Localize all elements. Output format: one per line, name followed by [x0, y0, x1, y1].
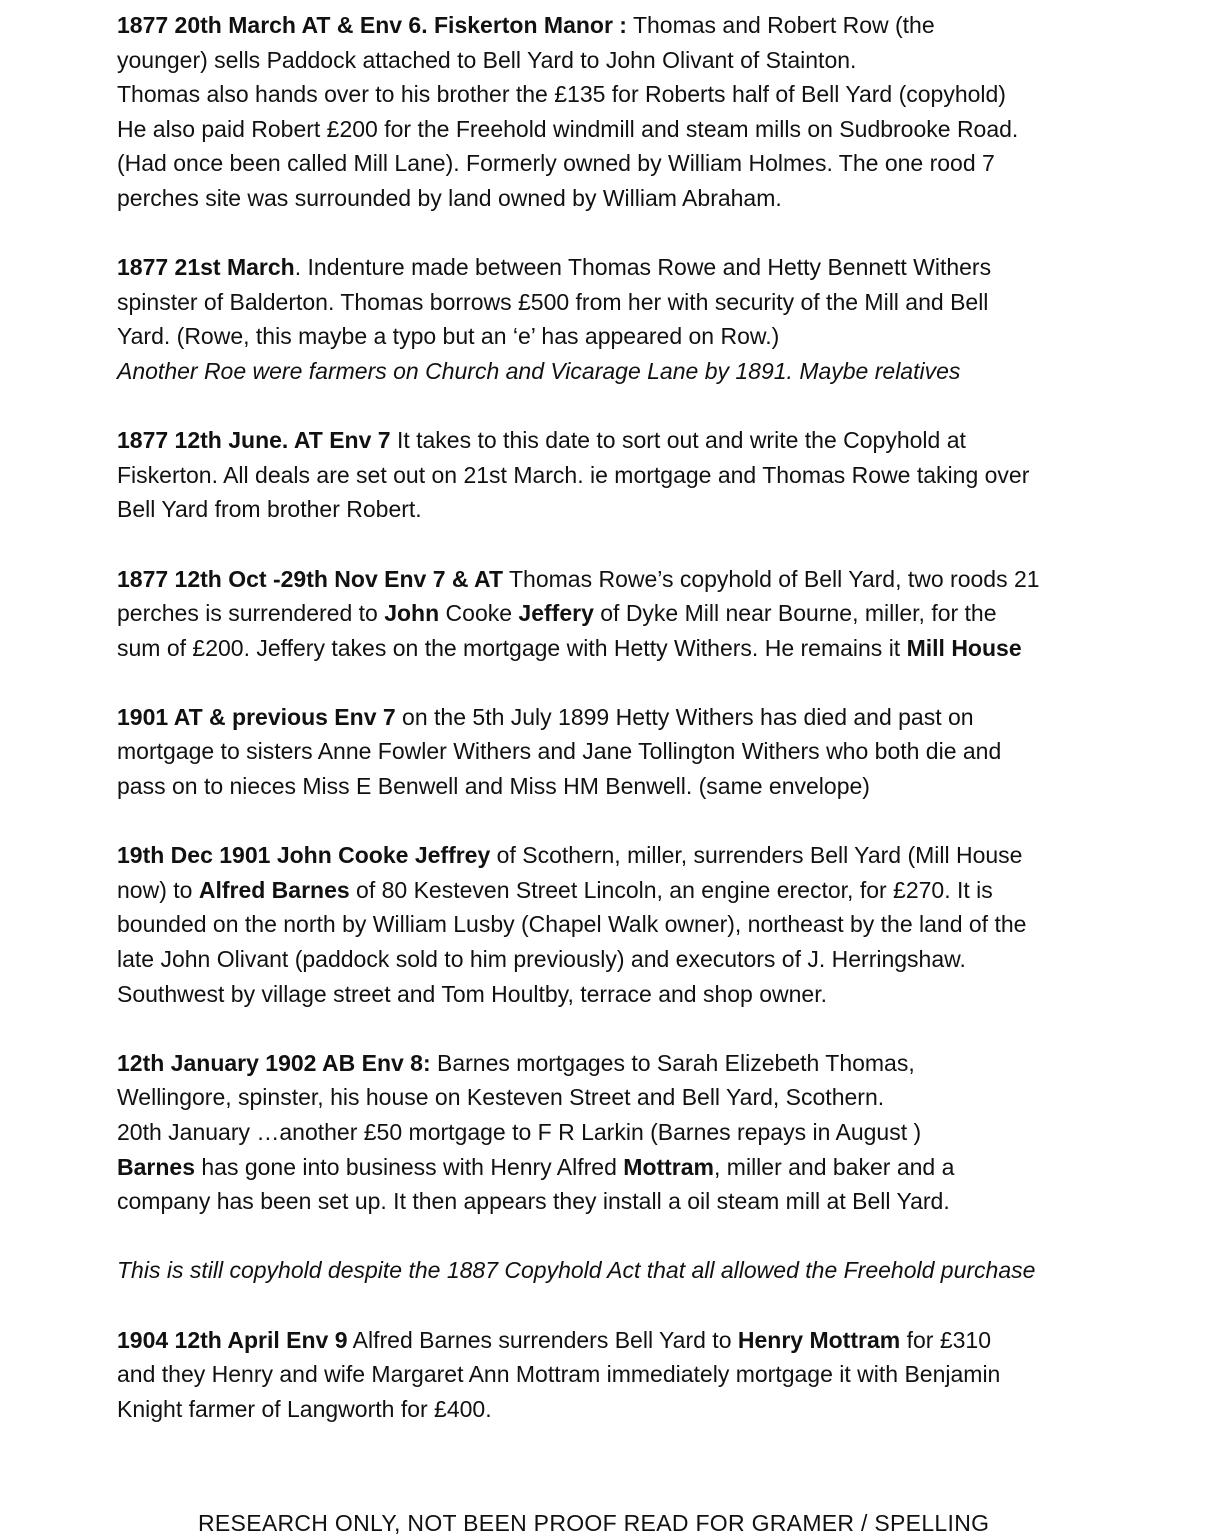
entry-paragraph [117, 562, 1117, 666]
text-line [117, 631, 1117, 666]
text-run: mortgage to sisters Anne Fowler Withers and Jane Tollington Withers who both die and [117, 738, 1002, 765]
bold-text-run: 1901 AT & previous Env 7 [117, 703, 396, 730]
text-line [117, 1115, 1117, 1150]
text-run: Thomas and Robert Row (the [626, 12, 935, 38]
text-line [117, 1150, 1117, 1185]
bold-text-run: Henry Mottram [737, 1326, 901, 1353]
text-run: late John Olivant (paddock sold to him previously) and executors of J. Herringshaw. [117, 946, 966, 973]
bold-text-run: 1877 12th June. AT Env 7 [117, 427, 391, 454]
bold-text-run: Mottram [623, 1153, 715, 1180]
text-line [117, 250, 1117, 285]
text-line [117, 907, 1117, 942]
text-line [117, 77, 1117, 112]
text-line [117, 492, 1117, 527]
text-run: and they Henry and wife Margaret Ann Mottram immediately mortgage it with Benjamin [117, 1361, 1001, 1388]
text-run: Knight farmer of Langworth for £400. [117, 1395, 492, 1422]
text-line [117, 1253, 1117, 1288]
text-run: Yard. (Rowe, this maybe a typo but an ‘e’ has appeared on Row.) [117, 323, 780, 350]
text-line [117, 423, 1117, 458]
text-run: Alfred Barnes surrenders Bell Yard to [347, 1326, 738, 1353]
text-run: for £310 [900, 1326, 991, 1353]
text-run: Bell Yard from brother Robert. [117, 496, 422, 523]
text-run: company has been set up. It then appears they install a oil steam mill at Bell Yard. [117, 1188, 950, 1215]
text-run: Thomas Rowe’s copyhold of Bell Yard, two roods 21 [503, 565, 1040, 592]
text-line [117, 1046, 1117, 1081]
bold-text-run: Barnes [117, 1153, 195, 1180]
text-run: 20th January …another £50 mortgage to F R Larkin (Barnes repays in August ) [117, 1119, 922, 1145]
entry-paragraph [117, 250, 1117, 388]
text-run: has gone into business with Henry Alfred [194, 1153, 624, 1180]
bold-text-run: 1877 20th March AT & Env 6. Fiskerton Manor : [117, 12, 627, 38]
entry-paragraph [117, 423, 1117, 527]
text-line [117, 8, 1117, 43]
bold-text-run: 1877 12th Oct -29th Nov Env 7 & AT [117, 565, 504, 592]
bold-text-run: John [384, 600, 440, 627]
document-body [117, 8, 1117, 1461]
text-line [117, 1392, 1117, 1427]
text-line [117, 1080, 1117, 1115]
text-run: younger) sells Paddock attached to Bell Yard to John Olivant of Stainton. [117, 46, 857, 73]
text-run: pass on to nieces Miss E Benwell and Miss HM Benwell. (same envelope) [117, 773, 870, 800]
text-line [117, 838, 1117, 873]
text-run: Cooke [439, 600, 519, 627]
text-line [117, 562, 1117, 597]
text-run: Fiskerton. All deals are set out on 21st March. ie mortgage and Thomas Rowe taking over [117, 461, 1030, 488]
text-run: now) to [117, 876, 199, 903]
entry-paragraph [117, 1253, 1117, 1288]
research-disclaimer-footer: RESEARCH ONLY, NOT BEEN PROOF READ FOR GRAMER / SPELLING [198, 1510, 990, 1536]
text-run: bounded on the north by William Lusby (Chapel Walk owner), northeast by the land of the [117, 911, 1027, 938]
text-line [117, 285, 1117, 320]
text-line [117, 1323, 1117, 1358]
bold-text-run: 19th Dec 1901 John Cooke Jeffrey [117, 842, 491, 869]
text-run: Wellingore, spinster, his house on Kesteven Street and Bell Yard, Scothern. [117, 1084, 885, 1111]
text-line [117, 1357, 1117, 1392]
entry-paragraph [117, 1323, 1117, 1427]
text-line [117, 873, 1117, 908]
text-run: (Had once been called Mill Lane). Formerly owned by William Holmes. The one rood 7 [117, 150, 995, 177]
text-run: It takes to this date to sort out and write the Copyhold at [390, 427, 966, 454]
text-line [117, 112, 1117, 147]
text-line [117, 354, 1117, 389]
text-run: perches is surrendered to [117, 600, 385, 627]
text-run: Thomas also hands over to his brother the £135 for Roberts half of Bell Yard (copyhold) [117, 81, 1006, 108]
text-line [117, 319, 1117, 354]
entry-paragraph [117, 1046, 1117, 1219]
italic-text-run: This is still copyhold despite the 1887 Copyhold Act that all allowed the Freehold purchase [117, 1257, 1036, 1284]
text-line [117, 596, 1117, 631]
text-run: . Indenture made between Thomas Rowe and Hetty Bennett Withers [294, 254, 992, 281]
text-run: of 80 Kesteven Street Lincoln, an engine erector, for £270. It is [349, 876, 993, 903]
text-run: on the 5th July 1899 Hetty Withers has died and past on [395, 703, 974, 730]
text-run: , miller and baker and a [714, 1153, 955, 1180]
text-line [117, 769, 1117, 804]
bold-text-run: 1904 12th April Env 9 [117, 1326, 348, 1353]
text-line [117, 942, 1117, 977]
bold-text-run: Jeffery [518, 600, 594, 627]
bold-text-run: 12th January 1902 AB Env 8: [117, 1049, 431, 1076]
entry-paragraph [117, 8, 1117, 216]
text-run: of Scothern, miller, surrenders Bell Yard (Mill House [490, 842, 1023, 869]
text-run: Barnes mortgages to Sarah Elizebeth Thomas, [430, 1049, 915, 1076]
text-line [117, 146, 1117, 181]
text-line [117, 1184, 1117, 1219]
bold-text-run: 1877 21st March [117, 254, 295, 281]
text-run: perches site was surrounded by land owned by William Abraham. [117, 184, 782, 211]
text-run: Southwest by village street and Tom Houltby, terrace and shop owner. [117, 980, 827, 1007]
text-run: spinster of Balderton. Thomas borrows £500 from her with security of the Mill and Bell [117, 288, 989, 315]
text-line [117, 458, 1117, 493]
text-line [117, 43, 1117, 78]
bold-text-run: Mill House [906, 634, 1022, 661]
italic-text-run: Another Roe were farmers on Church and Vicarage Lane by 1891. Maybe relatives [117, 357, 961, 384]
entry-paragraph [117, 700, 1117, 804]
text-line [117, 977, 1117, 1012]
text-line [117, 700, 1117, 735]
text-run: of Dyke Mill near Bourne, miller, for the [593, 600, 997, 627]
text-run: He also paid Robert £200 for the Freehold windmill and steam mills on Sudbrooke Road. [117, 115, 1019, 142]
entry-paragraph [117, 838, 1117, 1011]
text-line [117, 181, 1117, 216]
text-line [117, 734, 1117, 769]
bold-text-run: Alfred Barnes [198, 876, 350, 903]
text-run: sum of £200. Jeffery takes on the mortgage with Hetty Withers. He remains it [117, 634, 907, 661]
